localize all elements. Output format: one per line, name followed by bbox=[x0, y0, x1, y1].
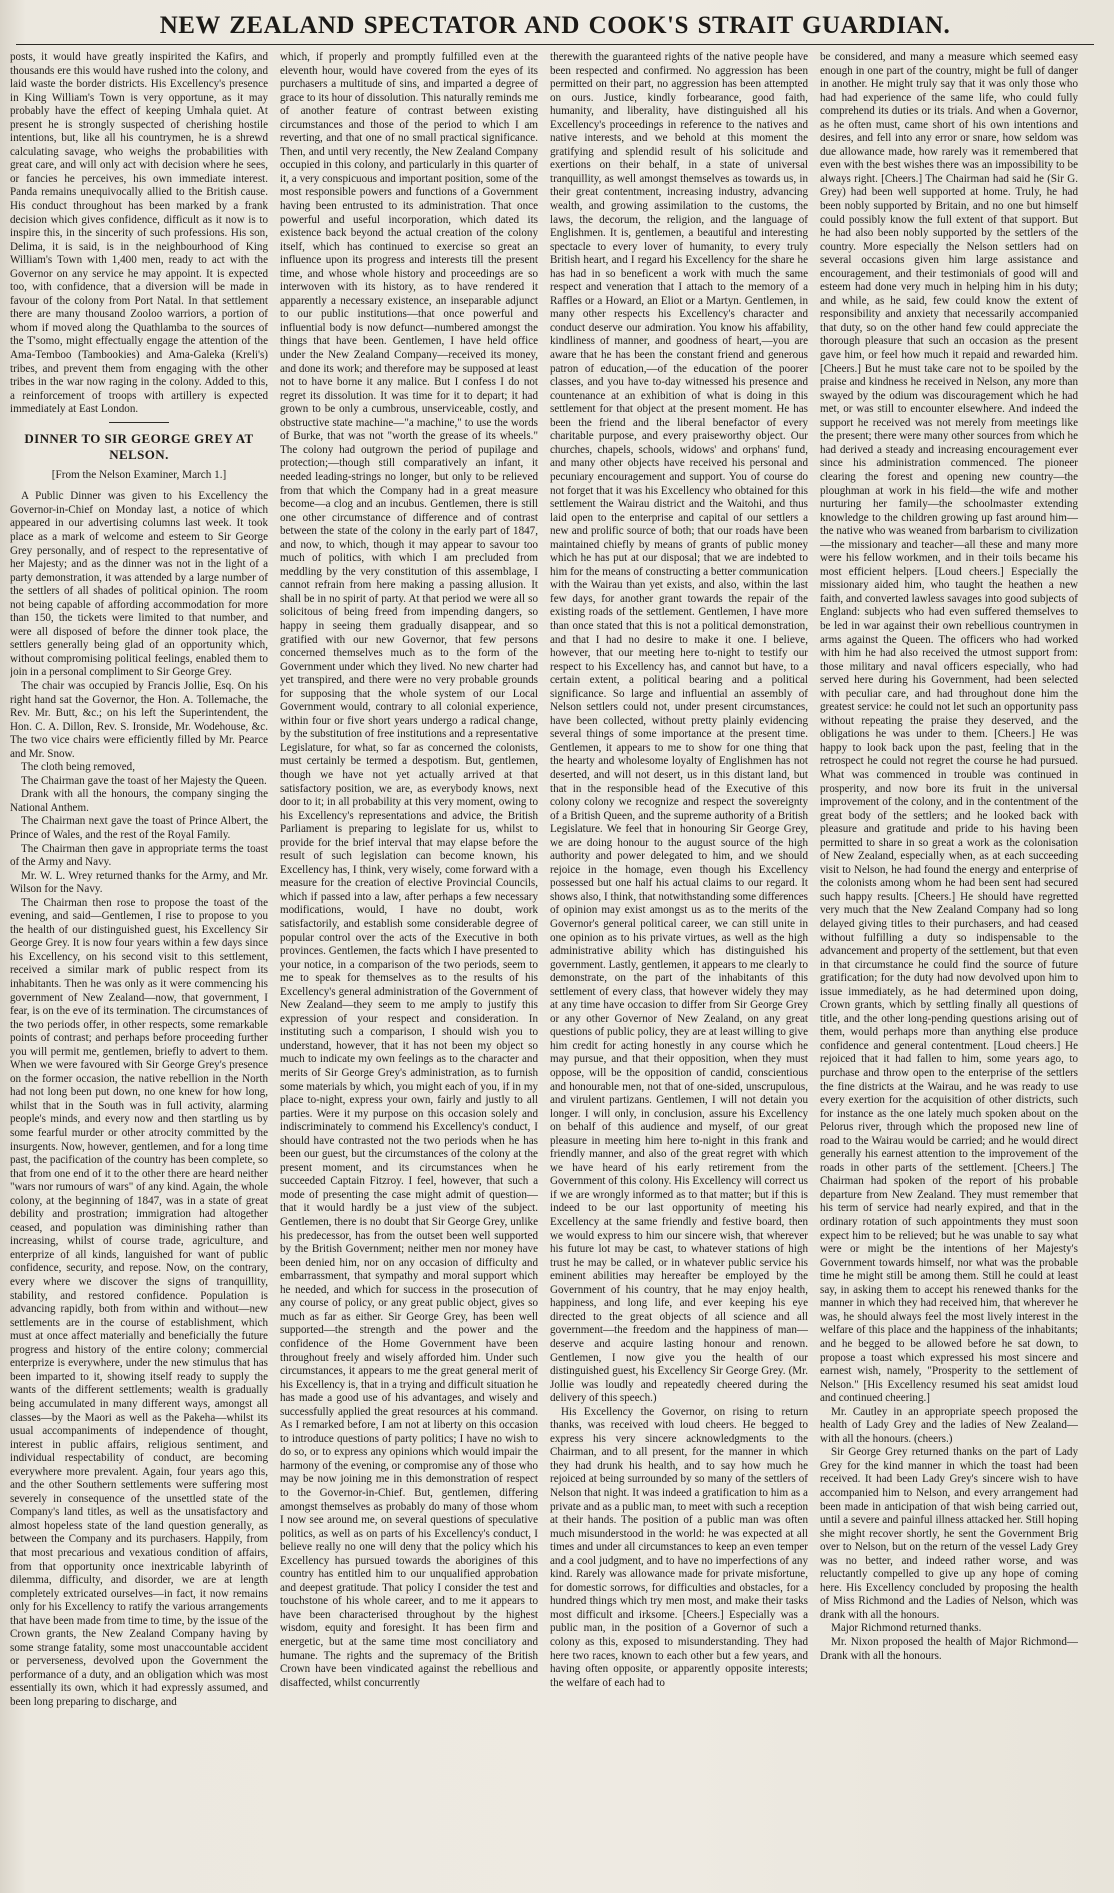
paragraph: be considered, and many a measure which seemed easy enough in one part of the country, might be full of danger in another. He might truly say that it was only those who had had experience of the same life, who could fully comprehend its duties or its trials. And when a Governor, as he often must, came short of his own intentions and desires, and fell into any error or snare, how seldom was due allowance made, how rarely was it remembered that even with the best wishes there was an impossibility to be always right. [Cheers.] The Chairman had said he (Sir G. Grey) had been well supported at home. Truly, he had been nobly supported by Britain, and no one but himself could possibly know the full extent of that support. But he had also been nobly supported by the settlers of the country. More especially the Nelson settlers had on several occasions given him large assistance and encouragement, and their testimonials of good will and esteem had done very much in helping him in his duty; and while, as he said, few could know the extent of responsibility and anxiety that necessarily accompanied that duty, so on the other hand few could appreciate the thorough pleasure that such an occasion as the present gave him, or feel how much it repaid and rewarded him. [Cheers.] But he must take care not to be spoiled by the praise and kindness he received in Nelson, any more than swayed by the odium was discouragement which he had met, or was still to encounter elsewhere. And indeed the support he received was not merely from meetings like the present; there were many other sources from which he had derived a steady and increasing encouragement ever since his administration commenced. The pioneer clearing the forest and opening new country—the ploughman at work in his field—the wife and mother nurturing her family—the schoolmaster extending knowledge to the children growing up fast around him—the native who was weaned from barbarism to civilization—the missionary and teacher—all these and many more were his fellow workmen, and in their toils became his most efficient helpers. [Loud cheers.] Especially the missionary aided him, who taught the heathen a new faith, and converted lawless savages into good subjects of England: subjects who had even suffered themselves to be led in war against their own rebellious countrymen in arms against the Queen. The officers who had worked with him he had also received the utmost support from: those military and naval officers especially, who had served here during his Government, had been selected with peculiar care, and had throughout done him the greatest service: he could not let such an opportunity pass without repeating the praise they deserved, and the obligations he was under to them. [Cheers.] He was happy to look back upon the past, feeling that in the retrospect he could not regret the course he had pursued. What was commenced in trouble was continued in prosperity, and now bore its fruit in the universal improvement of the colony, and in the contentment of the great body of the settlers; and he looked back with pleasure and gratitude and pride to his having been permitted to share in so great a work as the colonisation of New Zealand, especially when, as at each succeeding visit to Nelson, he had found the energy and enterprise of the colonists among whom he had been sent had secured such happy results. [Cheers.] He should have regretted very much that the New Zealand Company had so long delayed giving titles to their purchasers, and had ceased without fulfilling a duty so indispensable to the advancement and property of the settlement, but that even in that circumstance he could find the source of future gratification; for the duty had now devolved upon him to issue immediately, as he had determined upon doing, Crown grants, which by settling finally all questions of title, and the other long-pending questions arising out of them, would perhaps more than anything else produce confidence and general contentment. [Loud cheers.] He rejoiced that it had fallen to him, some years ago, to purchase and throw open to the enterprise of the settlers the fine districts at the Wairau, and he was ready to use every exertion for the acquisition of other districts, such for instance as the one lately much spoken about on the Pelorus river, through which the proposed new line of road to the Wairau would be carried; and he would direct generally his earnest attention to the improvement of the roads in other parts of the settlement. [Cheers.] The Chairman had spoken of the report of his probable departure from New Zealand. They must remember that his term of service had nearly expired, and that in the ordinary rotation of such appointments they must soon expect him to be relieved; but he was unable to say what were or might be the intentions of her Majesty's Government towards himself, nor what was the probable time he might still be among them. Still he could at least say, in asking them to accept his renewed thanks for the manner in which they had received him, that wherever he was, he should always feel the most lively interest in the welfare of this place and the happiness of the inhabitants; and he begged to be allowed before he sat down, to propose a toast which expressed his most sincere and earnest wish, namely, "Prosperity to the settlement of Nelson." [His Excellency resumed his seat amidst loud and continued cheering.] bbox=[820, 51, 1078, 1405]
paragraph: A Public Dinner was given to his Excellency the Governor-in-Chief on Monday last, a notice of which appeared in our advertising columns last week. It took place as a mark of welcome and esteem to Sir George Grey personally, and of respect to the representative of her Majesty; and as the dinner was not in the light of a party demonstration, it was attended by a large number of the settlers of all shades of political opinion. The room not being capable of affording accommodation for more than 150, the tickets were limited to that number, and were all disposed of before the dinner took place, the settlers generally being glad of an opportunity which, without compromising political feelings, enabled them to join in a personal compliment to Sir George Grey. bbox=[10, 490, 268, 679]
paragraph: The Chairman then rose to propose the toast of the evening, and said—Gentlemen, I rise to propose to you the health of our distinguished guest, his Excellency Sir George Grey. It is now four years within a few days since his Excellency, on his second visit to this settlement, received a similar mark of public respect from its inhabitants. Then he was only as it were commencing his government of New Zealand—now, that government, I fear, is on the eve of its termination. The circumstances of the two periods offer, in other respects, some remarkable points of contrast; and perhaps before proceeding further you will permit me, gentlemen, briefly to advert to them. When we were favoured with Sir George Grey's presence on the former occasion, the native rebellion in the North had not long been put down, no one knew for how long, whilst that in the South was in full activity, alarming people's minds, and every now and then startling us by some fearful murder or other atrocity committed by the insurgents. Now, however, gentlemen, and for a long time past, the pacification of the country has been complete, so that from one end of it to the other there are heard neither "wars nor rumours of wars" of any kind. Again, the whole colony, at the beginning of 1847, was in a state of great debility and prostration; immigration had altogether ceased, and population was diminishing rather than increasing, whilst of course trade, agriculture, and enterprize of all kinds, languished for want of public confidence, security, and repose. Now, on the contrary, every where we discover the signs of tranquillity, stability, and restored confidence. Population is advancing rapidly, both from within and without—new settlements are in the course of establishment, which must at once affect materially and beneficially the future progress and history of the entire colony; commercial enterprize is everywhere, under the new stimulus that has been imparted to it, showing itself ready to supply the wants of the different settlements; wealth is gradually being accumulated in many different ways, amongst all classes—by the Maori as well as the Pakeha—whilst its usual accompaniments of independence of thought, interest in public affairs, religious sentiment, and individual respectability of conduct, are becoming everywhere more prevalent. Again, four years ago this, and the other Southern settlements were suffering most severely in consequence of the unsettled state of the Company's land titles, as well as the unsatisfactory and almost hopeless state of the land question generally, as between the Company and its purchasers. Happily, from that most precarious and vexatious condition of affairs, from that opportunity once inextricable labyrinth of dilemma, difficulty, and disorder, we are at length completely extricated ourselves—in fact, it now remains only for his Excellency to ratify the various arrangements that have been made from time to time, by the issue of the Crown grants, the New Zealand Company having by some strange fatality, some most unaccountable accident or perverseness, devolved upon the Government the performance of a duty, and an obligation which was most essentially its own, which it had expressly assumed, and been long preparing to discharge, and bbox=[10, 896, 268, 1708]
column-3 bbox=[550, 51, 808, 1889]
paragraph: The cloth being removed, bbox=[21, 761, 135, 774]
paragraph: The Chairman then gave in appropriate terms the toast of the Army and Navy. bbox=[10, 842, 268, 869]
column-4 bbox=[820, 51, 1078, 1889]
paragraph: The Chairman next gave the toast of Prince Albert, the Prince of Wales, and the rest of the Royal Family. bbox=[10, 815, 268, 841]
paragraph: therewith the guaranteed rights of the native people have been respected and confirmed. No aggression has been permitted on their part, no aggression has been attempted on ours. Justice, kindly forbearance, good faith, humanity, and liberality, have distinguished all his Excellency's proceedings in reference to the natives and native interests, and we behold at this moment the gratifying and splendid result of his solicitude and exertions on their behalf, in a state of universal tranquillity, as well amongst themselves as towards us, in their great contentment, increasing industry, advancing wealth, and growing assimilation to the customs, the laws, the decorum, the religion, and the language of Englishmen. It is, gentlemen, a beautiful and interesting spectacle to every lover of humanity, to every truly British heart, and I regard his Excellency for the share he has had in so beneficent a work with much the same respect and veneration that I attach to the memory of a Raffles or a Howard, an Eliot or a Martyn. Gentlemen, in many other respects his Excellency's character and conduct deserve our admiration. You know his affability, kindliness of manner, and goodness of heart,—you are aware that he has been the constant friend and generous patron of education,—of the education of the poorer classes, and you have to-day witnessed his presence and countenance at an exhibition of what is doing in this settlement for that object at the present moment. He has been the friend and the liberal benefactor of every charitable purpose, and every praiseworthy object. Our churches, chapels, schools, widows' and orphans' fund, and many other objects have received his personal and pecuniary encouragement and support. You of course do not forget that it was his Excellency who obtained for this settlement the Wairau district and the Waitohi, and thus laid open to the enterprise and capital of our settlers a new and prolific source of both; that our roads have been maintained chiefly by means of grants of public money which he has put at our disposal; that we are indebted to him for the means of constructing a better communication with the Wairau than yet exists, and also, within the last few days, for another grant towards the repair of the existing roads of the settlement. Gentlemen, I have more than once stated that this is not a political demonstration, and that I had no desire to make it one. I believe, however, that our meeting here to-night to testify our respect to his Excellency has, and cannot but have, to a certain extent, a political bearing and a political significance. So large and influential an assembly of Nelson settlers could not, under present circumstances, have been collected, without pretty plainly evidencing several things of some importance at the present time. Gentlemen, it appears to me to show for one thing that the hearty and wholesome loyalty of Englishmen has not deserted, and will not desert, us in this distant land, but that in the responsible head of the Executive of this colony colony we recognize and respect the sovereignty of a British Queen, and the supreme authority of a British Legislature. We feel that in honouring Sir George Grey, we are doing honour to the august source of the high authority and power delegated to him, and we should rejoice in the homage, even though his Excellency possessed but one half his actual claims to our regard. It shows also, I think, that notwithstanding some differences of opinion may exist amongst us as to the merits of the Governor's general political career, we can still unite in one opinion as to his private virtues, as well as the high administrative ability which has distinguished his government. Lastly, gentlemen, it appears to me clearly to demonstrate, on the part of the inhabitants of this settlement of every class, that however widely they may at any time have occasion to differ from Sir George Grey or any other Governor of New Zealand, on any great questions of public policy, they are at least willing to give him credit for acting honestly in any course which he may pursue, and that their opposition, when they must oppose, will be the opposition of candid, conscientious and honourable men, not that of one-sided, unscrupulous, and virulent partizans. Gentlemen, I will not detain you longer. I will only, in conclusion, assure his Excellency on behalf of this audience and myself, of our great pleasure in meeting him here to-night in this frank and friendly manner, and also of the great regret with which we have heard of his early retirement from the Government of this colony. His Excellency will correct us if we are wrongly informed as to that matter; but if this is indeed to be our last opportunity of meeting his Excellency at the same friendly and festive board, then we would express to him our sincere wish, that wherever his future lot may be cast, to whatever stations of high trust he may be called, or in whatever public service his eminent abilities may hereafter be employed by the Government of his country, that he may enjoy health, happiness, and long life, and ever keeping his eye directed to the great objects of all science and all government—the freedom and the happiness of man—deserve and acquire lasting honour and renown. Gentlemen, I now give you the health of our distinguished guest, his Excellency Sir George Grey. (Mr. Jollie was loudly and repeatedly cheered during the delivery of this speech.) bbox=[550, 51, 808, 1405]
paragraph: The Chairman gave the toast of her Majesty the Queen. bbox=[21, 774, 267, 787]
article-source-line: [From the Nelson Examiner, March 1.] bbox=[51, 468, 227, 481]
masthead-title: NEW ZEALAND SPECTATOR AND COOK'S STRAIT GUARDIAN. bbox=[16, 8, 1094, 45]
columns-container bbox=[10, 51, 1100, 1889]
paragraph: Sir George Grey returned thanks on the part of Lady Grey for the kind manner in which the toast had been received. It had been Lady Grey's sincere wish to have accompanied him to Nelson, and every arrangement had been made in anticipation of that wish being carried out, until a severe and painful illness attacked her. Still hoping she might recover shortly, he sent the Government Brig over to Nelson, but on the return of the vessel Lady Grey was no better, and indeed rather worse, and was reluctantly compelled to give up any hope of coming here. His Excellency concluded by proposing the health of Miss Richmond and the Ladies of Nelson, which was drank with all the honours. bbox=[820, 1446, 1078, 1621]
paragraph: which, if properly and promptly fulfilled even at the eleventh hour, would have covered from the eyes of its purchasers a multitude of sins, and imparted a degree of grace to its hour of dissolution. This naturally reminds me of another feature of contrast between existing circumstances and those of the period to which I am reverting, and that one of no small practical significance. Then, and until very recently, the New Zealand Company occupied in this colony, and particularly in this quarter of it, a very conspicuous and important position, some of the most responsible powers and functions of a Government having been entrusted to its administration. That once powerful and useful incorporation, which dated its existence back beyond the actual creation of the colony itself, which has continued to exercise so great an influence upon its progress and interests till the present time, and whose whole history and proceedings are so interwoven with its history, as to have rendered it apparently a necessary existence, an inseparable adjunct to our public institutions—that once powerful and influential body is now defunct—numbered amongst the things that have been. Gentlemen, I have held office under the New Zealand Company—received its money, and done its work; and therefore may be supposed at least not to have borne it any malice. But I confess I do not regret its dissolution. It was time for it to depart; it had grown to be only a cumbrous, unserviceable, costly, and obstructive state machine—"a machine," to use the words of Burke, that was not "worth the grease of its wheels." The colony had outgrown the period of pupilage and protection;—though still comparatively an infant, it needed leading-strings no longer, but only to be relieved from that which the Company had in a great measure become—a clog and an incubus. Gentlemen, there is still one other circumstance of difference and of contrast between the state of the colony in the early part of 1847, and now, to which, though it may appear to savour too much of politics, with which I am precluded from meddling by the very constitution of this assemblage, I cannot refrain from here making a passing allusion. It shall be in no spirit of party. At that period we were all so solicitous of being freed from impending dangers, so happy in seeing them gradually disappear, and so gratified with our new Governor, that few persons concerned themselves much as to the form of the Government under which they lived. No new charter had yet transpired, and there were no very probable grounds for supposing that the whole system of our Local Government would, contrary to all colonial experience, within four or five short years undergo a radical change, by the substitution of free institutions and a representative Legislature, for what, so far as concerned the colonists, must certainly be termed a despotism. But, gentlemen, though we have not yet actually arrived at that satisfactory position, we are, as everybody knows, next door to it; in all probability at this very moment, owing to his Excellency's representations and advice, the British Parliament is preparing to legislate for us, whilst to provide for the brief interval that may elapse before the result of such legislation can become known, his Excellency has, I think, very wisely, come forward with a measure for the creation of elective Provincial Councils, which if passed into a law, after perhaps a few necessary modifications, would, I have no doubt, work satisfactorily, and establish some considerable degree of popular control over the acts of the Executive in both provinces. Gentlemen, the facts which I have presented to your notice, in a comparison of the two periods, seem to me to speak for themselves as to the results of his Excellency's general administration of the Government of New Zealand—they seem to me amply to justify this expression of your respect and consideration. In instituting such a comparison, I should wish you to understand, however, that it has not been my object so much to indicate my own feelings as to the character and merits of Sir George Grey's administration, as to furnish some materials by which, you might each of you, if in my place to-night, express your own, fairly and justly to all parties. Were it my purpose on this occasion solely and indiscriminately to commend his Excellency's conduct, I should have contrasted not the two periods when he has been our guest, but the circumstances of the colony at the present moment, and its circumstances when he succeeded Captain Fitzroy. I feel, however, that such a mode of presenting the case might admit of question—that it would hardly be a just view of the subject. Gentlemen, there is no doubt that Sir George Grey, unlike his predecessor, has from the outset been well supported by the British Government; neither men nor money have been denied him, nor on any occasion of difficulty and embarrassment, that sympathy and moral support which he needed, and which for success in the prosecution of any course of policy, or any great public object, gives so much as far as either. Sir George Grey, has been well supported—the strength and the power and the confidence of the Home Government have been throughout freely and wisely afforded him. Under such circumstances, it appears to me the great general merit of his Excellency is, that in a trying and difficult situation he has made a good use of his advantages, and wisely and successfully applied the great resources at his command. As I remarked before, I am not at liberty on this occasion to introduce questions of party politics; I have no wish to do so, or to express any opinions which would impair the harmony of the evening, or compromise any of those who may be now joining me in this demonstration of respect to the Governor-in-Chief. But, gentlemen, differing amongst themselves as probably do many of those whom I now see around me, on several questions of speculative politics, as well as on parts of his Excellency's conduct, I believe really no one will deny that the policy which his Excellency has pursued towards the aborigines of this country has entitled him to our unqualified approbation and deepest gratitude. That policy I consider the test and touchstone of his whole career, and to me it appears to have been characterised throughout by the highest wisdom, equity and foresight. It has been firm and energetic, but at the same time most conciliatory and humane. The rights and the supremacy of the British Crown have been vindicated against the rebellious and disaffected, whilst concurrently bbox=[280, 51, 538, 1689]
paragraph: His Excellency the Governor, on rising to return thanks, was received with loud cheers. He begged to express his very sincere acknowledgments to the Chairman, and to all present, for the manner in which they had drunk his health, and to say how much he rejoiced at being surrounded by so many of the settlers of Nelson that night. It was indeed a gratification to him as a private and as a public man, to meet with such a reception at their hands. The position of a public man was often much misunderstood in the world: he was expected at all times and under all circumstances to keep an even temper and a cool judgment, and to have no imperfections of any kind. Rarely was allowance made for private misfortune, for domestic sorrows, for difficulties and obstacles, for a hundred things which try men most, and make their tasks most difficult and irksome. [Cheers.] Especially was a public man, in the position of a Governor of such a colony as this, exposed to misunderstanding. They had here two races, known to each other but a few years, and having often opposite, or apparently opposite interests; the welfare of each had to bbox=[550, 1405, 808, 1689]
column-1 bbox=[10, 51, 268, 1889]
column-2 bbox=[280, 51, 538, 1889]
article-headline: DINNER TO SIR GEORGE GREY AT NELSON. bbox=[24, 430, 254, 462]
paragraph: The chair was occupied by Francis Jollie, Esq. On his right hand sat the Governor, the Hon. A. Tollemache, the Rev. Mr. Butt, &c.; on his left the Superintendent, the Hon. C. A. Dillon, Rev. S. Ironside, Mr. Wodehouse, &c. The two vice chairs were efficiently filled by Mr. Pearce and Mr. Snow. bbox=[10, 679, 268, 760]
article-body bbox=[10, 490, 268, 1709]
paragraph: Major Richmond returned thanks. bbox=[831, 1622, 982, 1635]
paragraph: Mr. W. L. Wrey returned thanks for the Army, and Mr. Wilson for the Navy. bbox=[10, 869, 268, 896]
divider bbox=[109, 422, 169, 423]
paragraph: Mr. Nixon proposed the health of Major Richmond—Drank with all the honours. bbox=[820, 1635, 1078, 1662]
paragraph: Mr. Cautley in an appropriate speech proposed the health of Lady Grey and the ladies of New Zealand—with all the honours. (cheers.) bbox=[820, 1405, 1078, 1445]
paragraph: Drank with all the honours, the company singing the National Anthem. bbox=[10, 788, 268, 814]
paragraph: posts, it would have greatly inspirited the Kafirs, and thousands ere this would have rushed into the colony, and laid waste the border districts. His Excellency's presence in King William's Town is very opportune, as it may probably have the effect of keeping Umhala quiet. At present he is strongly suspected of cherishing hostile intentions, but, like all his countrymen, he is a shrewd calculating savage, who weighs the probabilities with great care, and will only act with decision where he sees, or fancies he perceives, his own immediate interest. Panda remains unequivocally allied to the British cause. His conduct throughout has been marked by a frank decision which gives confidence, difficult as it now is to inspire this, in the sincerity of such professions. His son, Delima, it is said, is in the neighbourhood of King William's Town with 1,400 men, ready to act with the Governor on any service he may appoint. It is expected too, with confidence, that a diversion will be made in favour of the colony from Port Natal. In that settlement there are many thousand Zooloo warriors, a portion of whom if moved along the Quathlamba to the sources of the T'somo, might effectually engage the attention of the Ama-Temboo (Tambookies) and Ama-Galeka (Kreli's) tribes, and prevent them from engaging with the other tribes in the war now raging in the colony. Added to this, a reinforcement of troops with artillery is expected immediately at East London. bbox=[10, 51, 268, 416]
